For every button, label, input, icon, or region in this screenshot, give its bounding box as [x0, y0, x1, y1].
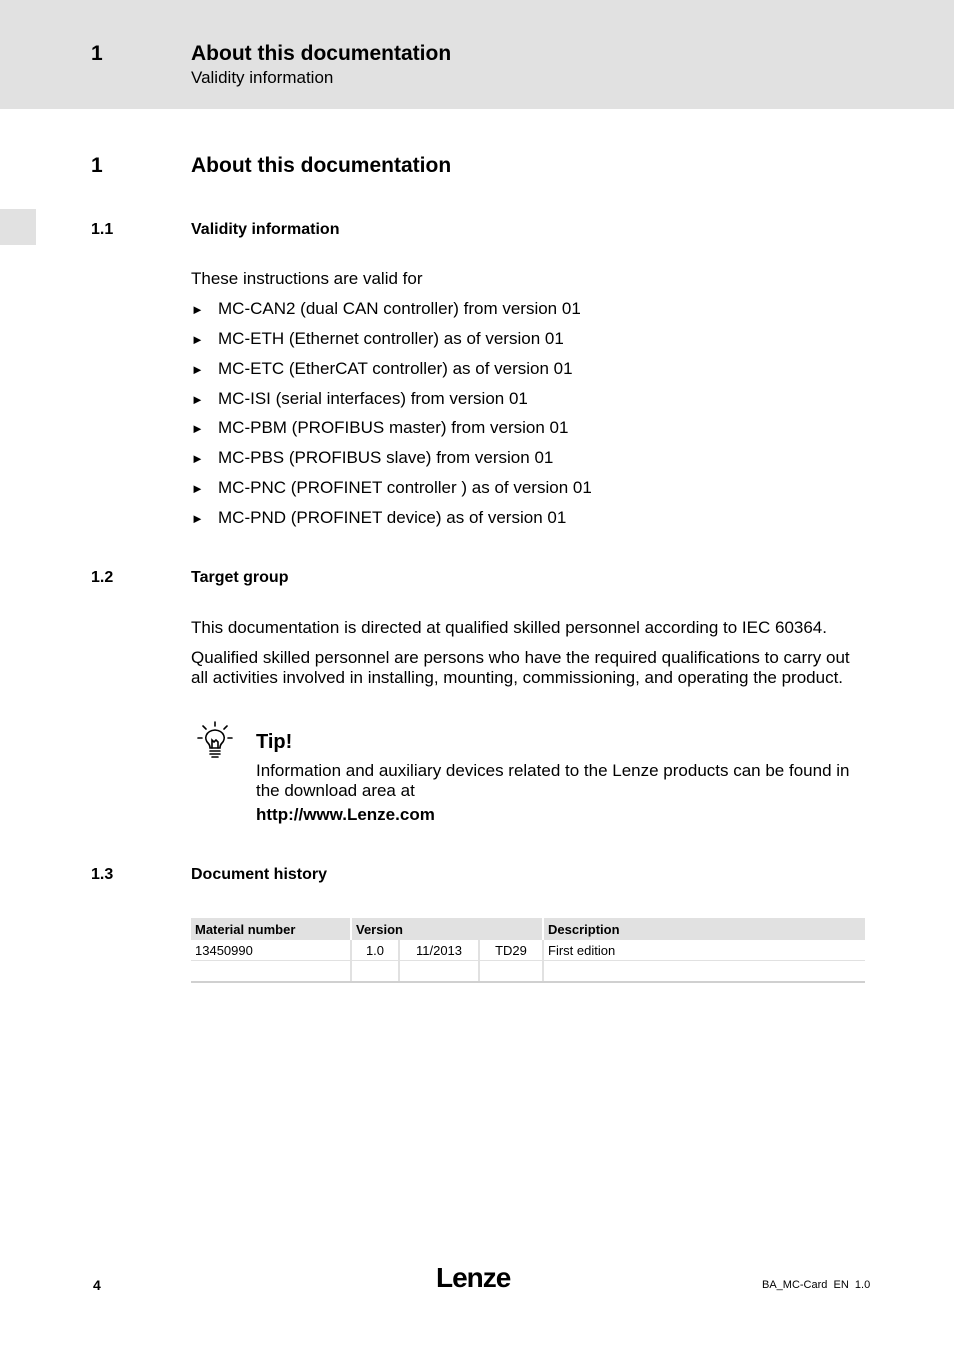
table-header-cell: Description [543, 918, 865, 940]
table-cell: 13450990 [191, 940, 351, 961]
list-item [191, 299, 581, 319]
table-cell: 1.0 [351, 940, 399, 961]
chapter-number: 1 [91, 154, 103, 177]
footer-page-number: 4 [93, 1277, 101, 1293]
section-number-1-1: 1.1 [91, 221, 114, 238]
tip-link[interactable]: http://www.Lenze.com [256, 805, 435, 824]
right-triangle-icon: ► [191, 421, 204, 436]
list-item-text: MC-ETH (Ethernet controller) as of version 01 [218, 329, 564, 348]
right-triangle-icon: ► [191, 451, 204, 466]
table-cell: 11/2013 [399, 940, 479, 961]
list-item [191, 389, 528, 409]
list-item [191, 329, 564, 349]
target-group-paragraph-2: Qualified skilled personnel are persons who have the required qualifications to carry out all activities involved in installing, mounting, commissioning, and operating the product. [191, 648, 850, 687]
table-header-row [191, 918, 865, 940]
lightbulb-icon [195, 720, 235, 760]
tip-title: Tip! [256, 731, 293, 753]
table-row [191, 961, 865, 983]
validity-intro: These instructions are valid for [191, 269, 423, 288]
table-header-cell: Version [351, 918, 543, 940]
section-title-validity: Validity information [191, 221, 340, 238]
list-item-text: MC-ETC (EtherCAT controller) as of version 01 [218, 359, 573, 378]
right-triangle-icon: ► [191, 302, 204, 317]
table-cell: First edition [543, 940, 865, 961]
table-cell [399, 961, 479, 983]
right-triangle-icon: ► [191, 481, 204, 496]
table-cell [351, 961, 399, 983]
chapter-tab-marker [0, 209, 36, 245]
section-title-target-group: Target group [191, 569, 289, 586]
header-chapter-title: About this documentation [191, 42, 452, 65]
target-group-paragraph-1: This documentation is directed at qualified skilled personnel according to IEC 60364. [191, 618, 827, 637]
list-item [191, 478, 592, 498]
table-cell [479, 961, 543, 983]
table-cell [191, 961, 351, 983]
right-triangle-icon: ► [191, 392, 204, 407]
lenze-logo: Lenze [436, 1262, 511, 1293]
section-number-1-3: 1.3 [91, 866, 114, 883]
header-band [0, 0, 954, 109]
chapter-title: About this documentation [191, 154, 452, 177]
list-item [191, 418, 568, 438]
list-item-text: MC-PND (PROFINET device) as of version 01 [218, 508, 567, 527]
footer-document-id: BA_MC-Card EN 1.0 [762, 1279, 871, 1291]
document-history-table [191, 918, 865, 983]
table-header-cell: Material number [191, 918, 351, 940]
list-item-text: MC-CAN2 (dual CAN controller) from version 01 [218, 299, 581, 318]
right-triangle-icon: ► [191, 362, 204, 377]
section-number-1-2: 1.2 [91, 569, 114, 586]
tip-text: Information and auxiliary devices related to the Lenze products can be found in the download area at [256, 761, 850, 800]
right-triangle-icon: ► [191, 511, 204, 526]
list-item [191, 508, 566, 528]
table-cell [543, 961, 865, 983]
table-row [191, 940, 865, 961]
list-item-text: MC-PBM (PROFIBUS master) from version 01 [218, 418, 569, 437]
list-item-text: MC-ISI (serial interfaces) from version 01 [218, 389, 528, 408]
list-item [191, 448, 553, 468]
list-item [191, 359, 573, 379]
header-chapter-number: 1 [91, 42, 103, 65]
section-title-document-history: Document history [191, 866, 328, 883]
list-item-text: MC-PBS (PROFIBUS slave) from version 01 [218, 448, 554, 467]
header-section-subtitle: Validity information [191, 68, 334, 87]
list-item-text: MC-PNC (PROFINET controller ) as of version 01 [218, 478, 592, 497]
table-cell: TD29 [479, 940, 543, 961]
right-triangle-icon: ► [191, 332, 204, 347]
